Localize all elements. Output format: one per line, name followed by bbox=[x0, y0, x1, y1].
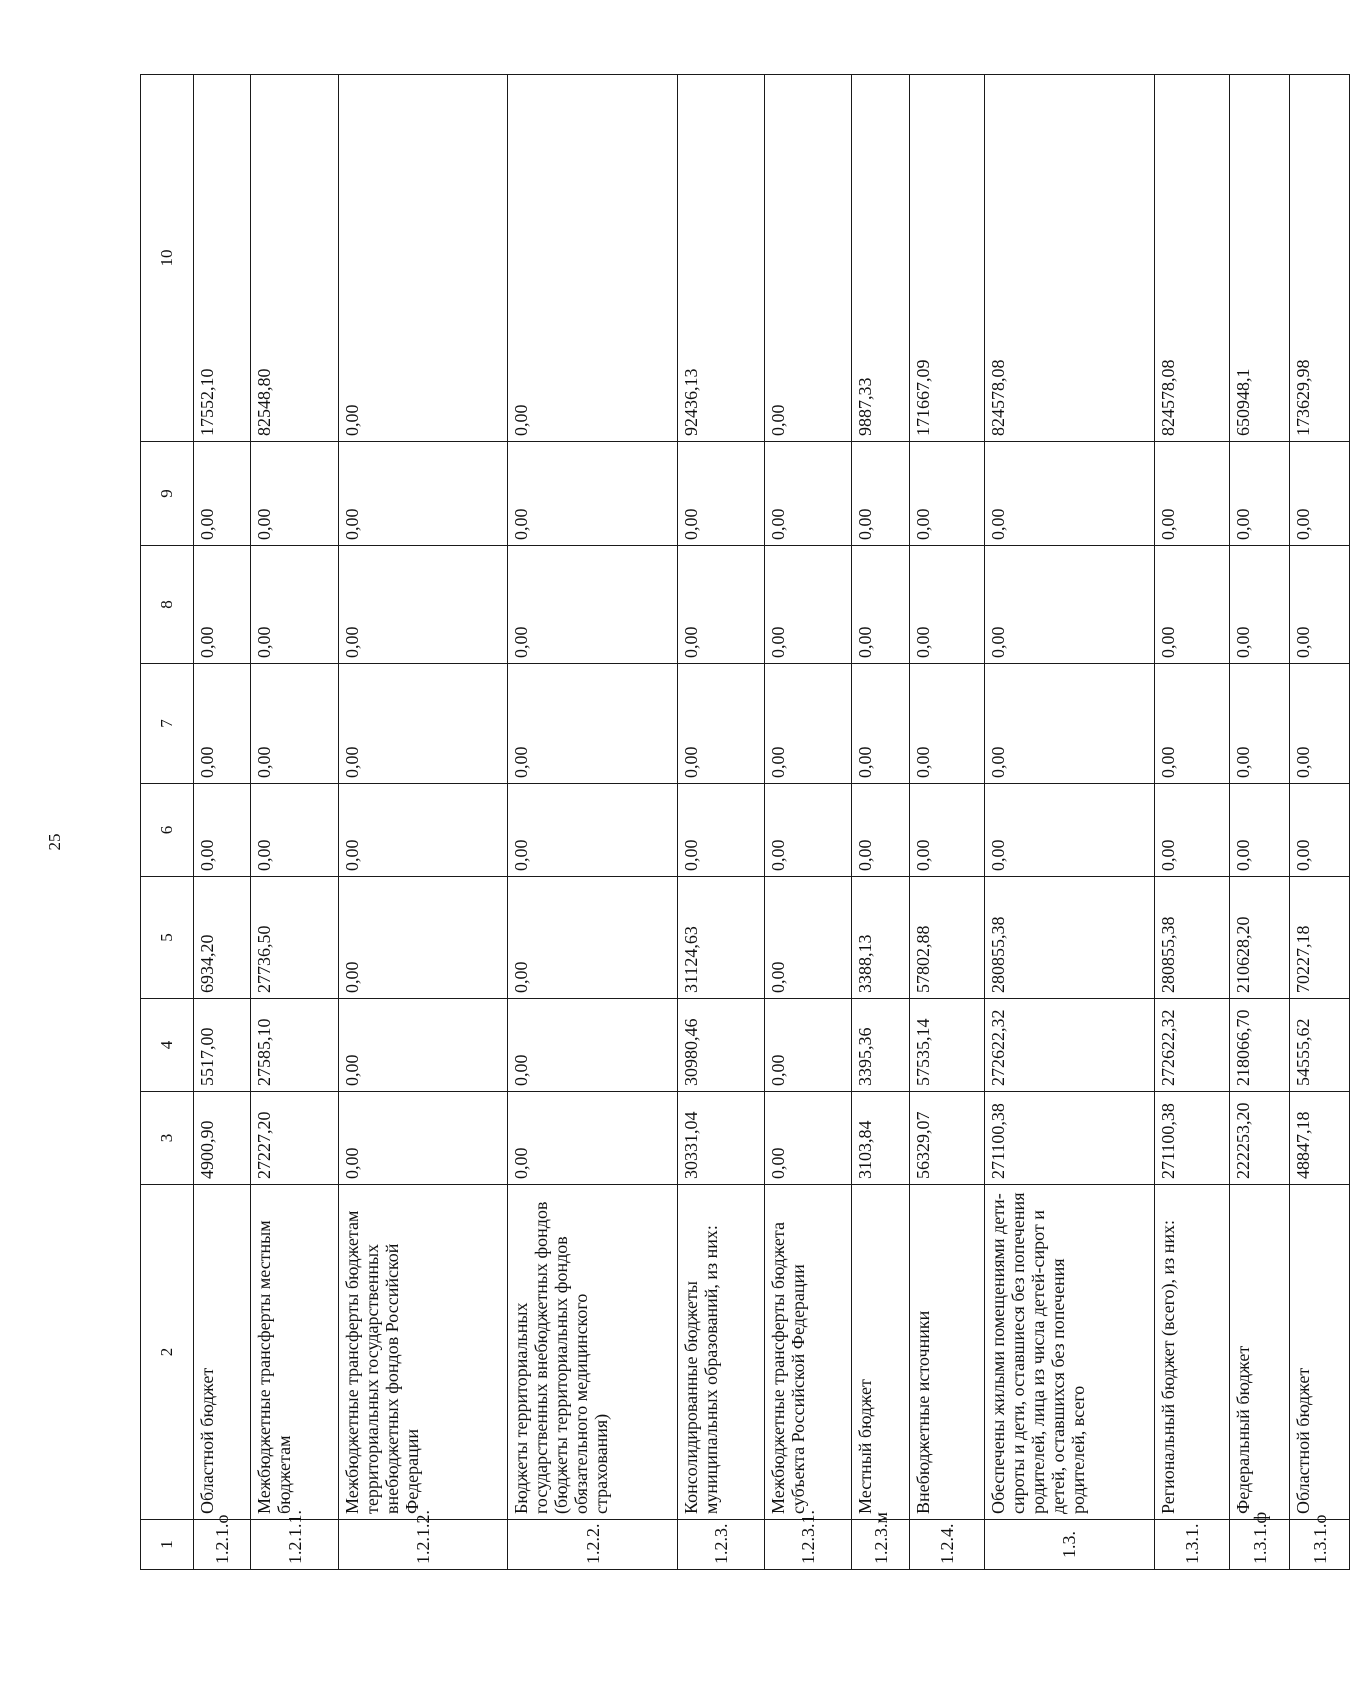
value-cell: 0,00 bbox=[1230, 664, 1290, 784]
value-cell: 271100,38 bbox=[984, 1092, 1155, 1185]
row-code: 1.2.4. bbox=[909, 1520, 984, 1570]
value-cell: 0,00 bbox=[909, 784, 984, 877]
value-cell: 27585,10 bbox=[251, 999, 338, 1092]
value-cell: 0,00 bbox=[765, 75, 852, 442]
value-cell: 0,00 bbox=[194, 442, 251, 546]
value-cell: 210628,20 bbox=[1230, 877, 1290, 999]
value-cell: 0,00 bbox=[194, 784, 251, 877]
row-description: Местный бюджет bbox=[852, 1185, 909, 1520]
value-cell: 0,00 bbox=[765, 999, 852, 1092]
value-cell: 0,00 bbox=[508, 784, 678, 877]
value-cell: 17552,10 bbox=[194, 75, 251, 442]
value-cell: 173629,98 bbox=[1290, 75, 1350, 442]
value-cell: 70227,18 bbox=[1290, 877, 1350, 999]
value-cell: 0,00 bbox=[984, 442, 1155, 546]
budget-table bbox=[140, 74, 1350, 1570]
table-row bbox=[1230, 75, 1290, 1570]
value-cell: 4900,90 bbox=[194, 1092, 251, 1185]
value-cell: 0,00 bbox=[852, 442, 909, 546]
value-cell: 0,00 bbox=[677, 546, 764, 664]
column-header: 1 bbox=[141, 1520, 194, 1570]
value-cell: 280855,38 bbox=[984, 877, 1155, 999]
row-code: 1.2.3. bbox=[677, 1520, 764, 1570]
column-header: 6 bbox=[141, 784, 194, 877]
value-cell: 271100,38 bbox=[1155, 1092, 1230, 1185]
value-cell: 5517,00 bbox=[194, 999, 251, 1092]
value-cell: 272622,32 bbox=[984, 999, 1155, 1092]
value-cell: 0,00 bbox=[1155, 664, 1230, 784]
row-code: 1.2.3.1. bbox=[765, 1520, 852, 1570]
value-cell: 0,00 bbox=[984, 546, 1155, 664]
value-cell: 0,00 bbox=[984, 664, 1155, 784]
value-cell: 3388,13 bbox=[852, 877, 909, 999]
value-cell: 0,00 bbox=[1155, 546, 1230, 664]
column-header: 2 bbox=[141, 1185, 194, 1520]
value-cell: 0,00 bbox=[1290, 442, 1350, 546]
value-cell: 171667,09 bbox=[909, 75, 984, 442]
value-cell: 30980,46 bbox=[677, 999, 764, 1092]
table-row bbox=[1155, 75, 1230, 1570]
column-header: 10 bbox=[141, 75, 194, 442]
value-cell: 0,00 bbox=[909, 546, 984, 664]
value-cell: 0,00 bbox=[909, 664, 984, 784]
column-header: 7 bbox=[141, 664, 194, 784]
row-code: 1.2.2. bbox=[508, 1520, 678, 1570]
column-header: 3 bbox=[141, 1092, 194, 1185]
column-header: 5 bbox=[141, 877, 194, 999]
row-code: 1.3.1.о bbox=[1290, 1520, 1350, 1570]
table-row bbox=[984, 75, 1155, 1570]
value-cell: 6934,20 bbox=[194, 877, 251, 999]
value-cell: 0,00 bbox=[765, 784, 852, 877]
row-description: Областной бюджет bbox=[1290, 1185, 1350, 1520]
value-cell: 0,00 bbox=[765, 877, 852, 999]
budget-table-rotated bbox=[140, 75, 1350, 1570]
table-row bbox=[677, 75, 764, 1570]
table-row bbox=[765, 75, 852, 1570]
row-description: Обеспечены жилыми помещениями дети-сироты и дети, оставшиеся без попечения родителей, лица из числа детей-сирот и детей, оставшихся без попечения родителей, всего bbox=[984, 1185, 1155, 1520]
column-header: 8 bbox=[141, 546, 194, 664]
value-cell: 0,00 bbox=[765, 1092, 852, 1185]
value-cell: 0,00 bbox=[1290, 546, 1350, 664]
value-cell: 0,00 bbox=[251, 784, 338, 877]
value-cell: 0,00 bbox=[909, 442, 984, 546]
value-cell: 0,00 bbox=[765, 546, 852, 664]
row-description: Федеральный бюджет bbox=[1230, 1185, 1290, 1520]
value-cell: 0,00 bbox=[852, 784, 909, 877]
value-cell: 0,00 bbox=[338, 1092, 508, 1185]
value-cell: 57802,88 bbox=[909, 877, 984, 999]
table-row bbox=[909, 75, 984, 1570]
value-cell: 0,00 bbox=[508, 664, 678, 784]
value-cell: 0,00 bbox=[508, 442, 678, 546]
value-cell: 0,00 bbox=[508, 999, 678, 1092]
table-row bbox=[852, 75, 909, 1570]
value-cell: 57535,14 bbox=[909, 999, 984, 1092]
value-cell: 280855,38 bbox=[1155, 877, 1230, 999]
value-cell: 27227,20 bbox=[251, 1092, 338, 1185]
value-cell: 82548,80 bbox=[251, 75, 338, 442]
table-header-row bbox=[141, 75, 194, 1570]
row-description: Региональный бюджет (всего), из них: bbox=[1155, 1185, 1230, 1520]
page-number: 25 bbox=[45, 833, 64, 851]
row-description: Внебюджетные источники bbox=[909, 1185, 984, 1520]
value-cell: 0,00 bbox=[765, 664, 852, 784]
value-cell: 0,00 bbox=[1230, 784, 1290, 877]
row-description: Областной бюджет bbox=[194, 1185, 251, 1520]
value-cell: 0,00 bbox=[338, 546, 508, 664]
value-cell: 824578,08 bbox=[1155, 75, 1230, 442]
value-cell: 218066,70 bbox=[1230, 999, 1290, 1092]
value-cell: 0,00 bbox=[852, 664, 909, 784]
row-code: 1.2.3.м bbox=[852, 1520, 909, 1570]
value-cell: 0,00 bbox=[677, 784, 764, 877]
value-cell: 56329,07 bbox=[909, 1092, 984, 1185]
value-cell: 0,00 bbox=[508, 1092, 678, 1185]
value-cell: 3395,36 bbox=[852, 999, 909, 1092]
value-cell: 0,00 bbox=[338, 784, 508, 877]
value-cell: 54555,62 bbox=[1290, 999, 1350, 1092]
value-cell: 0,00 bbox=[338, 442, 508, 546]
value-cell: 3103,84 bbox=[852, 1092, 909, 1185]
row-description: Консолидированные бюджеты муниципальных образований, из них: bbox=[677, 1185, 764, 1520]
row-description: Межбюджетные трансферты бюджета субъекта Российской Федерации bbox=[765, 1185, 852, 1520]
row-code: 1.2.1.о bbox=[194, 1520, 251, 1570]
value-cell: 0,00 bbox=[1230, 442, 1290, 546]
value-cell: 48847,18 bbox=[1290, 1092, 1350, 1185]
row-code: 1.3. bbox=[984, 1520, 1155, 1570]
value-cell: 0,00 bbox=[765, 442, 852, 546]
value-cell: 31124,63 bbox=[677, 877, 764, 999]
value-cell: 0,00 bbox=[251, 442, 338, 546]
value-cell: 0,00 bbox=[194, 664, 251, 784]
value-cell: 0,00 bbox=[1155, 442, 1230, 546]
value-cell: 0,00 bbox=[984, 784, 1155, 877]
row-description: Межбюджетные трансферты местным бюджетам bbox=[251, 1185, 338, 1520]
value-cell: 0,00 bbox=[1290, 664, 1350, 784]
table-row bbox=[1290, 75, 1350, 1570]
table-row bbox=[251, 75, 338, 1570]
value-cell: 0,00 bbox=[338, 664, 508, 784]
value-cell: 92436,13 bbox=[677, 75, 764, 442]
value-cell: 0,00 bbox=[508, 546, 678, 664]
value-cell: 650948,1 bbox=[1230, 75, 1290, 442]
value-cell: 824578,08 bbox=[984, 75, 1155, 442]
value-cell: 9887,33 bbox=[852, 75, 909, 442]
table-row bbox=[338, 75, 508, 1570]
value-cell: 0,00 bbox=[508, 75, 678, 442]
value-cell: 0,00 bbox=[338, 877, 508, 999]
row-description: Бюджеты территориальных государственных внебюджетных фондов (бюджеты территориальных фондов обязательного медицинского страхования) bbox=[508, 1185, 678, 1520]
value-cell: 0,00 bbox=[251, 546, 338, 664]
value-cell: 0,00 bbox=[677, 442, 764, 546]
value-cell: 0,00 bbox=[1230, 546, 1290, 664]
value-cell: 222253,20 bbox=[1230, 1092, 1290, 1185]
table-row bbox=[508, 75, 678, 1570]
value-cell: 0,00 bbox=[251, 664, 338, 784]
column-header: 4 bbox=[141, 999, 194, 1092]
value-cell: 0,00 bbox=[508, 877, 678, 999]
value-cell: 30331,04 bbox=[677, 1092, 764, 1185]
column-header: 9 bbox=[141, 442, 194, 546]
value-cell: 0,00 bbox=[852, 546, 909, 664]
value-cell: 0,00 bbox=[338, 999, 508, 1092]
value-cell: 0,00 bbox=[338, 75, 508, 442]
row-description: Межбюджетные трансферты бюджетам территориальных государственных внебюджетных фондов Российской Федерации bbox=[338, 1185, 508, 1520]
table-row bbox=[194, 75, 251, 1570]
value-cell: 0,00 bbox=[1155, 784, 1230, 877]
value-cell: 272622,32 bbox=[1155, 999, 1230, 1092]
value-cell: 0,00 bbox=[194, 546, 251, 664]
row-code: 1.3.1. bbox=[1155, 1520, 1230, 1570]
row-code: 1.3.1.ф bbox=[1230, 1520, 1290, 1570]
value-cell: 0,00 bbox=[677, 664, 764, 784]
row-code: 1.2.1.1. bbox=[251, 1520, 338, 1570]
value-cell: 27736,50 bbox=[251, 877, 338, 999]
value-cell: 0,00 bbox=[1290, 784, 1350, 877]
row-code: 1.2.1.2. bbox=[338, 1520, 508, 1570]
